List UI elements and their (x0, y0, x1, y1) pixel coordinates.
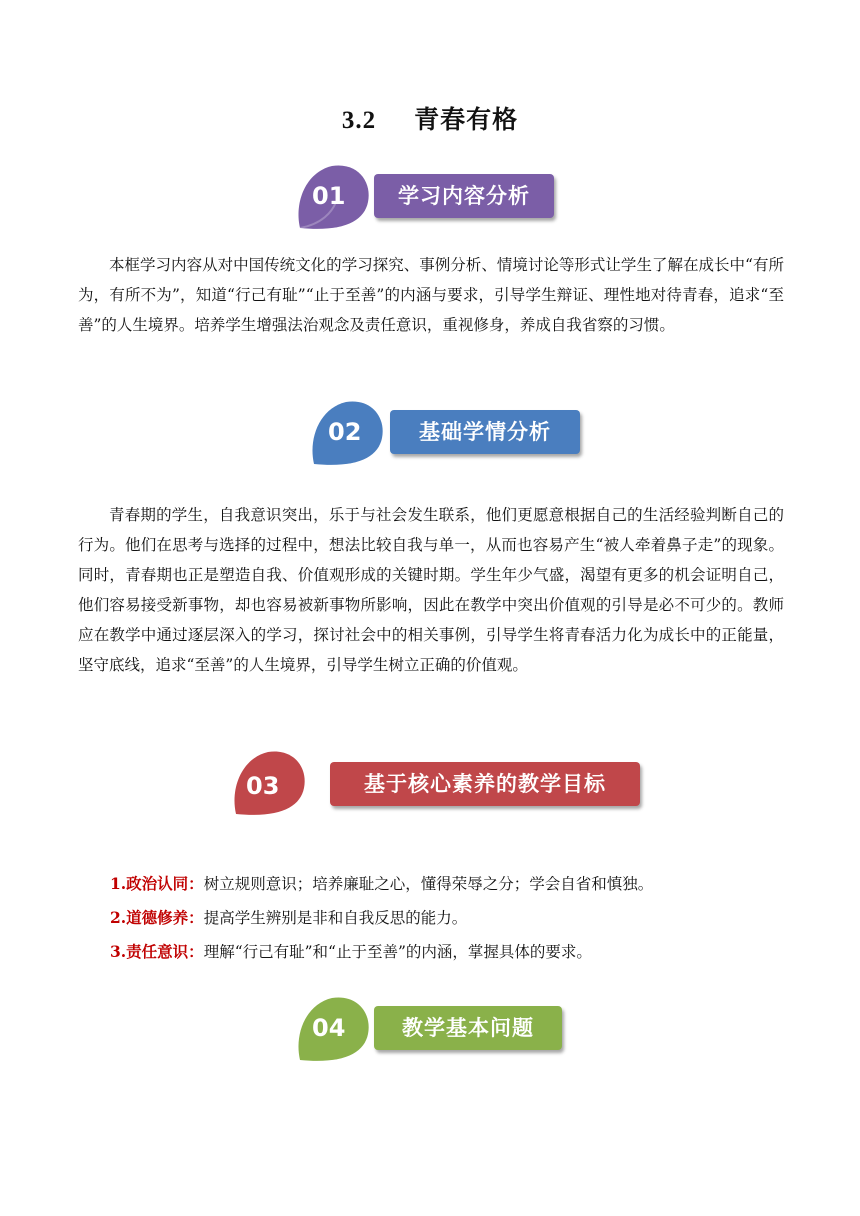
section-badge-04 (292, 994, 572, 1066)
badge-03-number: 03 (246, 772, 280, 800)
badge-02-label: 基础学情分析 (390, 410, 580, 454)
badge-03-label: 基于核心素养的教学目标 (330, 762, 640, 806)
badge-02-number: 02 (328, 418, 362, 446)
page-title (0, 100, 860, 136)
section-badge-01 (292, 162, 562, 234)
teaching-goals-list (110, 867, 790, 969)
goal-label: 2.道德修养： (110, 908, 204, 927)
section-badge-02 (306, 398, 586, 470)
badge-04-number: 04 (312, 1014, 346, 1042)
badge-01-label: 学习内容分析 (374, 174, 554, 218)
goal-text: 树立规则意识；培养廉耻之心，懂得荣辱之分；学会自省和慎独。 (203, 875, 654, 893)
badge-04-label: 教学基本问题 (374, 1006, 562, 1050)
section-badge-03 (228, 748, 648, 820)
goal-label: 3.责任意识： (110, 942, 204, 961)
goal-label: 1.政治认同： (110, 874, 204, 893)
student-analysis-paragraph: 青春期的学生，自我意识突出，乐于与社会发生联系，他们更愿意根据自己的生活经验判断自己的行为。他们在思考与选择的过程中，想法比较自我与单一，从而也容易产生“被人牵着鼻子走”的现象。同时，青春期也正是塑造自我、价值观形成的关键时期。学生年少气盛，渴望有更多的机会证明自己，他们容易接受新事物，却也容易被新事物所影响，因此在教学中突出价值观的引导是必不可少的。教师应在教学中通过逐层深入的学习，探讨社会中的相关事例，引导学生将青春活力化为成长中的正能量，坚守底线，追求“至善”的人生境界，引导学生树立正确的价值观。 (78, 506, 784, 674)
section-number: 3.2 (341, 107, 377, 134)
section-title: 青春有格 (414, 105, 519, 134)
goal-item (110, 935, 790, 969)
goal-text: 理解“行己有耻”和“止于至善”的内涵，掌握具体的要求。 (203, 943, 592, 961)
content-analysis-paragraph: 本框学习内容从对中国传统文化的学习探究、事例分析、情境讨论等形式让学生了解在成长中“有所为，有所不为”，知道“行己有耻”“止于至善”的内涵与要求，引导学生辩证、理性地对待青春，追求“至善”的人生境界。培养学生增强法治观念及责任意识，重视修身，养成自我省察的习惯。 (78, 256, 784, 334)
goal-item (110, 901, 790, 935)
badge-01-number: 01 (312, 182, 346, 210)
goal-item (110, 867, 790, 901)
goal-text: 提高学生辨别是非和自我反思的能力。 (203, 909, 468, 927)
